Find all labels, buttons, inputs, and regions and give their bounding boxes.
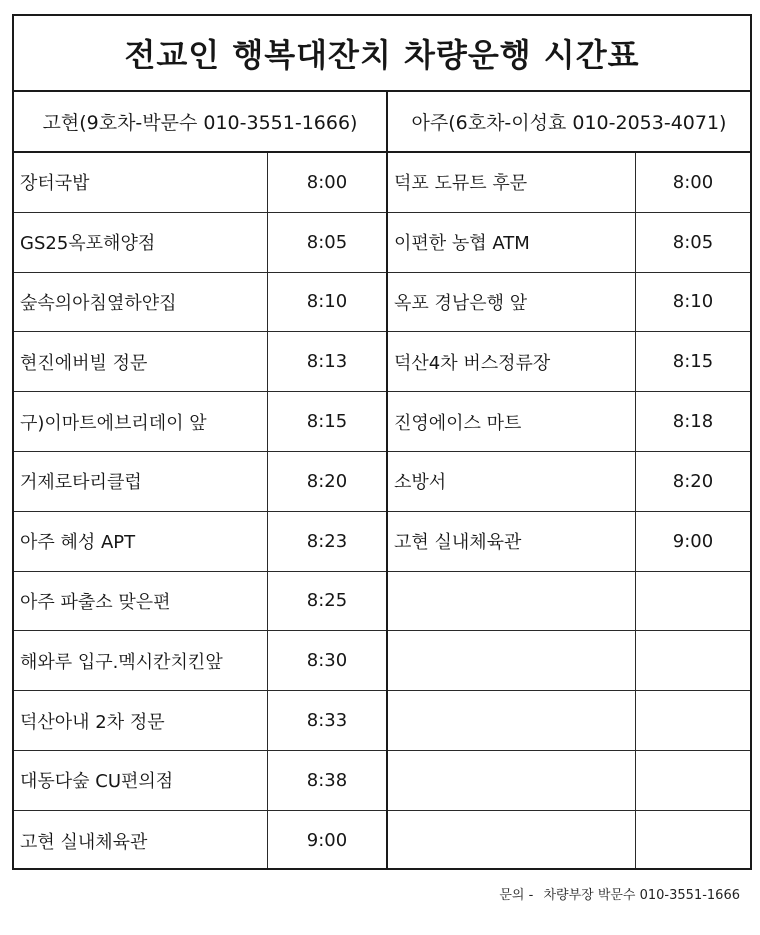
table-row: [388, 751, 750, 811]
stop-name: 고현 실내체육관: [388, 512, 636, 571]
schedule-table-gohyeon: [14, 153, 388, 870]
table-row: [14, 332, 386, 392]
stop-time: 8:33: [306, 710, 348, 732]
table-row: [388, 572, 750, 632]
table-row: [14, 273, 386, 333]
stop-time: 8:38: [306, 769, 348, 791]
stop-name: 대동다숲 CU편의점: [14, 751, 268, 810]
stop-time: 8:00: [672, 171, 714, 193]
table-row: [388, 392, 750, 452]
stop-time: 8:10: [306, 291, 348, 313]
stop-time: [636, 691, 750, 750]
stop-name: 이편한 농협 ATM: [388, 213, 636, 272]
stop-time: [636, 751, 750, 810]
table-row: [388, 811, 750, 870]
stop-time: [636, 631, 750, 690]
stop-time: 9:00: [306, 830, 348, 852]
table-row: [388, 452, 750, 512]
stop-name: 옥포 경남은행 앞: [388, 273, 636, 332]
stop-name: [388, 691, 636, 750]
stop-name: 소방서: [388, 452, 636, 511]
stop-time: 9:00: [672, 530, 714, 552]
table-row: [14, 631, 386, 691]
stop-name: 덕산아내 2차 정문: [14, 691, 268, 750]
table-row: [388, 512, 750, 572]
stop-time: [636, 811, 750, 870]
stop-time: 8:05: [672, 231, 714, 253]
stop-time: 8:23: [306, 530, 348, 552]
table-row: [388, 631, 750, 691]
stop-name: [388, 631, 636, 690]
table-row: [388, 691, 750, 751]
stop-time: 8:15: [306, 411, 348, 433]
table-row: [14, 512, 386, 572]
stop-name: 고현 실내체육관: [14, 811, 268, 870]
stop-name: 덕포 도뮤트 후문: [388, 153, 636, 212]
stop-name: 장터국밥: [14, 153, 268, 212]
stop-name: 해와루 입구.멕시칸치킨앞: [14, 631, 268, 690]
stop-name: 구)이마트에브리데이 앞: [14, 392, 268, 451]
stop-time: 8:13: [306, 351, 348, 373]
stop-time: 8:10: [672, 291, 714, 313]
table-row: [14, 691, 386, 751]
stop-time: 8:05: [306, 231, 348, 253]
stop-name: 아주 파출소 맞은편: [14, 572, 268, 631]
table-row: [14, 751, 386, 811]
stop-name: 아주 혜성 APT: [14, 512, 268, 571]
page-title: 전교인 행복대잔치 차량운행 시간표: [14, 16, 750, 92]
stop-time: [636, 572, 750, 631]
table-row: [14, 452, 386, 512]
table-row: [14, 153, 386, 213]
stop-name: [388, 572, 636, 631]
stop-time: 8:00: [306, 171, 348, 193]
stop-name: 거제로타리클럽: [14, 452, 268, 511]
table-row: [14, 213, 386, 273]
table-row: [14, 392, 386, 452]
stop-name: 현진에버빌 정문: [14, 332, 268, 391]
stop-name: 숲속의아침옆하얀집: [14, 273, 268, 332]
table-row: [388, 273, 750, 333]
stop-name: GS25옥포해양점: [14, 213, 268, 272]
contact-text: 차량부장 박문수 010-3551-1666: [543, 888, 740, 903]
stop-time: 8:30: [306, 650, 348, 672]
contact-label: 문의 -: [499, 888, 534, 903]
stop-time: 8:18: [672, 411, 714, 433]
timetable-sheet: [12, 14, 752, 870]
stop-name: [388, 751, 636, 810]
stop-time: 8:25: [306, 590, 348, 612]
stop-time: 8:20: [306, 470, 348, 492]
stop-name: 덕산4차 버스정류장: [388, 332, 636, 391]
stop-time: 8:20: [672, 470, 714, 492]
table-row: [388, 332, 750, 392]
table-row: [388, 153, 750, 213]
schedule-table-aju: [388, 153, 750, 870]
stop-time: 8:15: [672, 351, 714, 373]
stop-name: [388, 811, 636, 870]
table-row: [14, 811, 386, 870]
table-row: [388, 213, 750, 273]
stop-name: 진영에이스 마트: [388, 392, 636, 451]
route-header-aju: 아주(6호차-이성효 010-2053-4071): [388, 92, 750, 153]
table-row: [14, 572, 386, 632]
route-header-gohyeon: 고현(9호차-박문수 010-3551-1666): [14, 92, 388, 153]
contact-footer: [499, 884, 746, 903]
